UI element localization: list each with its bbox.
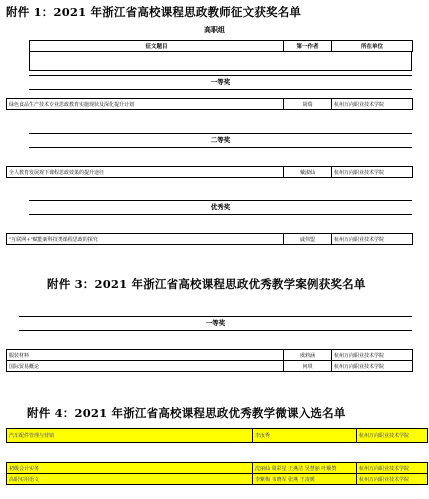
row-title: 国际贸易概论 [7,361,284,372]
highlight-title: 汽车配件管理与营销 [7,429,253,443]
section4-table [6,462,428,485]
tier-first-prize: 一等奖 [19,316,412,331]
row-title: "互联网+"赋能新科技类课程思政的探究 [7,234,284,245]
row-author: 何琪 [284,361,332,372]
row-unit: 杭州万向职业技术学院 [332,350,413,361]
table-row [7,474,428,485]
table-row [7,463,428,474]
row-author: 胡瑞 [284,99,332,110]
section3-table [6,349,413,372]
section3-title: 附件 3：2021 年浙江省高校课程思政优秀教学案例获奖名单 [47,277,366,291]
row-unit: 杭州万向职业技术学院 [332,167,413,178]
row-author: 沈丽仙 周彩星 王燕洁 吴慧丽 叶顺赞 [253,463,357,474]
highlight-unit: 杭州万向职业技术学院 [357,429,428,443]
table-row [6,166,413,178]
row-title: 全人教育发展观下课程思政效果的提升途径 [7,167,284,178]
row-title: 绿色食品生产技术专业思政教育实施现状及深化提升计划 [7,99,284,110]
tier-first-prize: 一等奖 [29,75,412,90]
row-unit: 杭州万向职业技术学院 [357,463,428,474]
table-row [6,98,413,110]
tier-excellence: 优秀奖 [29,200,412,215]
table-border [29,51,30,71]
table-row [7,350,413,361]
section1-title: 附件 1：2021 年浙江省高校课程思政教师征文获奖名单 [6,5,302,19]
highlight-author: 李汝秀 [253,429,357,443]
section1-header-table [29,40,413,52]
section4-title: 附件 4：2021 年浙江省高校课程思政优秀教学微课入选名单 [27,406,346,420]
row-unit: 杭州万向职业技术学院 [357,474,428,485]
row-title: 高职实用语文 [7,474,253,485]
tier-second-prize: 二等奖 [29,133,412,148]
row-title: 初级会计实务 [7,463,253,474]
row-unit: 杭州万向职业技术学院 [332,361,413,372]
table-border [411,51,412,71]
section1-group: 高职组 [204,25,225,34]
table-row [7,361,413,372]
row-unit: 杭州万向职业技术学院 [332,234,413,245]
table-row [6,233,413,245]
row-author: 戚伟盟 [284,234,332,245]
header-title: 征文题目 [30,41,284,52]
row-author: 虞莉涵 [284,350,332,361]
row-title: 服装材料 [7,350,284,361]
header-author: 第一作者 [284,41,332,52]
header-unit: 所在单位 [332,41,413,52]
row-unit: 杭州万向职业技术学院 [332,99,413,110]
highlight-table [6,428,428,443]
row-author: 戴淑仙 [284,167,332,178]
row-author: 李紫梅 韦晓军 张燕 王凌媛 [253,474,357,485]
table-border [29,70,412,71]
